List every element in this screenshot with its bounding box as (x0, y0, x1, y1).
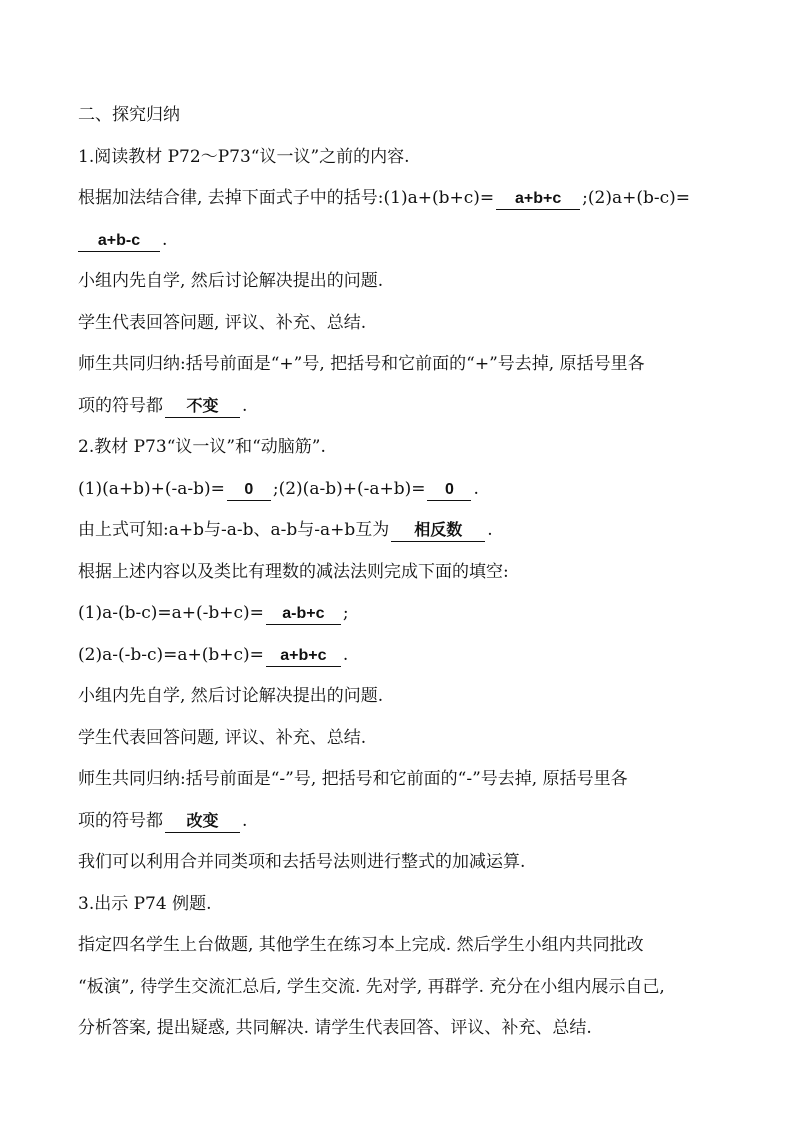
conclusion-text: 由上式可知:a+b与-a-b、a-b与-a+b互为 (78, 520, 390, 540)
rule-summary-line: 师生共同归纳:括号前面是“-”号, 把括号和它前面的“-”号去掉, 原括号里各 (78, 769, 628, 789)
rule-text: 项的符号都 (78, 395, 163, 416)
answer-blank: a-b+c (266, 604, 341, 625)
answer-blank: a+b+c (496, 189, 580, 210)
paragraph-line: “板演”, 待学生交流汇总后, 学生交流. 先对学, 再群学. 充分在小组内展示自己, (78, 976, 665, 997)
equation-text: ;(2)(a-b)+(-a+b)= (272, 478, 426, 499)
part2-heading: 2.教材 P73“议一议”和“动脑筋”. (78, 437, 326, 457)
fill-end: ; (342, 603, 349, 623)
rule-text: 项的符号都 (78, 810, 163, 831)
rule-summary-line-cont (78, 386, 768, 428)
instruction-text: 根据上述内容以及类比有理数的减法法则完成下面的填空: (78, 561, 509, 582)
rule-summary-line-cont (78, 801, 768, 843)
review-text: 学生代表回答问题, 评议、补充、总结. (78, 727, 367, 748)
question-text: ;(2)a+(b-c)= (582, 188, 690, 208)
equation-end: . (473, 478, 479, 499)
closing-text: 我们可以利用合并同类项和去括号法则进行整式的加减运算. (78, 852, 526, 872)
answer-blank: a+b-c (78, 231, 160, 252)
paragraph-line: 指定四名学生上台做题, 其他学生在练习本上完成. 然后学生小组内共同批改 (78, 935, 644, 955)
conclusion-end: . (487, 520, 493, 540)
fill-text: (1)a-(b-c)=a+(-b+c)= (78, 603, 264, 623)
part1-question-line-cont (78, 220, 768, 262)
answer-blank: 0 (427, 480, 471, 501)
part3-heading: 3.出示 P74 例题. (78, 893, 212, 914)
section-title: 二、探究归纳 (78, 105, 180, 125)
equation-text: (1)(a+b)+(-a-b)= (78, 478, 225, 499)
paragraph-line: 分析答案, 提出疑惑, 共同解决. 请学生代表回答、评议、补充、总结. (78, 1018, 592, 1038)
answer-blank: a+b+c (266, 646, 341, 667)
part1-heading: 1.阅读教材 P72～P73“议一议”之前的内容. (78, 146, 410, 167)
rule-end: . (242, 395, 248, 416)
answer-blank: 不变 (165, 397, 240, 418)
conclusion-line (78, 510, 768, 552)
fill-line-2 (78, 635, 768, 677)
review-text: 学生代表回答问题, 评议、补充、总结. (78, 312, 367, 333)
equation-line (78, 469, 768, 511)
self-study-text: 小组内先自学, 然后讨论解决提出的问题. (78, 686, 384, 706)
answer-blank: 0 (227, 480, 271, 501)
answer-blank: 相反数 (391, 521, 485, 542)
fill-line-1 (78, 593, 768, 635)
rule-end: . (242, 810, 248, 831)
self-study-text: 小组内先自学, 然后讨论解决提出的问题. (78, 271, 384, 291)
fill-text: (2)a-(-b-c)=a+(b+c)= (78, 644, 264, 665)
part1-question-line (78, 178, 768, 220)
fill-end: . (342, 644, 349, 665)
question-text: 根据加法结合律, 去掉下面式子中的括号:(1)a+(b+c)= (78, 188, 495, 208)
question-text: . (162, 229, 168, 250)
answer-blank: 改变 (165, 812, 240, 833)
rule-summary-line: 师生共同归纳:括号前面是“+”号, 把括号和它前面的“+”号去掉, 原括号里各 (78, 354, 645, 374)
document-body (78, 95, 768, 1050)
